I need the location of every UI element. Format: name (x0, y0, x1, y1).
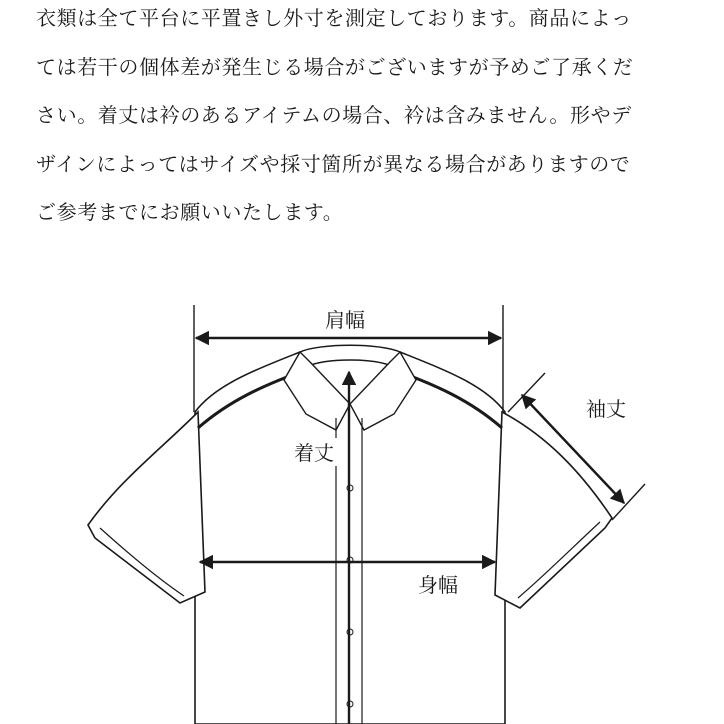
sleeve-guide-bottom (612, 484, 645, 520)
body-width-label: 身幅 (418, 573, 458, 597)
sleeve-length-label: 袖丈 (586, 397, 626, 421)
right-sleeve (495, 412, 612, 608)
left-sleeve (88, 412, 205, 603)
notice-line-5: ご参考までにお願いいたします。 (36, 200, 344, 225)
notice-line-3: さい。着丈は衿のあるアイテムの場合、衿は含みません。形やデ (36, 103, 632, 128)
shoulder-width-label: 肩幅 (325, 308, 365, 332)
notice-line-4: ザインによってはサイズや採寸箇所が異なる場合がありますので (36, 151, 631, 176)
notice-line-2: ては若干の個体差が発生じる場合がございますが予めご了承くだ (36, 54, 634, 79)
sleeve-guide-top (508, 373, 545, 412)
notice-line-1: 衣類は全て平台に平置きし外寸を測定しております。商品によっ (36, 6, 632, 30)
length-label: 着丈 (294, 441, 334, 465)
